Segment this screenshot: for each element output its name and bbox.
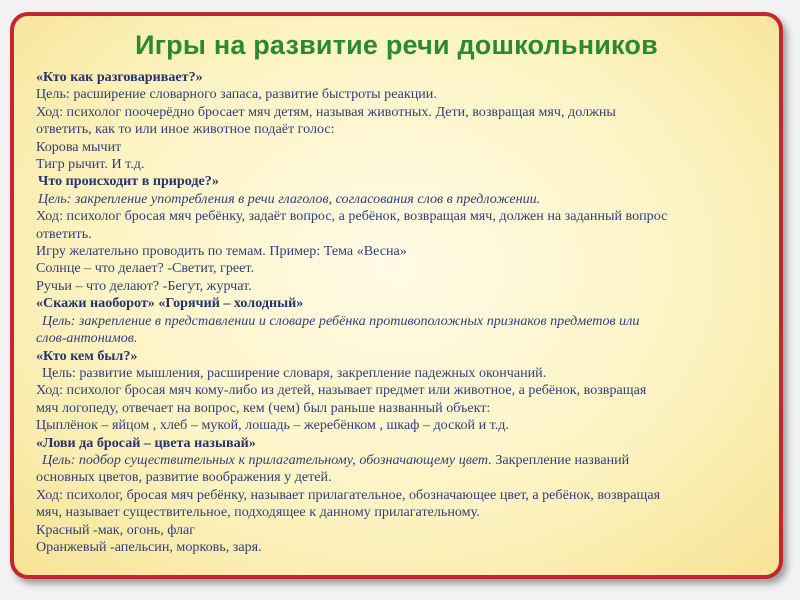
text-line: ответить. [36,225,92,242]
text-line: мяч логопеду, отвечает на вопрос, кем (чем) был раньше названный объект: [36,399,491,416]
text-line: Корова мычит [36,138,122,155]
text-line: Тигр рычит. И т.д. [36,156,145,173]
text-line: Красный -мак, огонь, флаг [36,521,196,538]
slide-content [36,69,776,556]
goal-italic: Цель: подбор существительных к прилагательному, обозначающему цвет. [42,451,492,468]
game-title-who-speaks: «Кто как разговаривает?» [36,69,203,85]
text-line: Цель: закрепление в представлении и словаре ребёнка противоположных признаков предметов или [42,312,640,329]
text-line: Ручьи – что делают? -Бегут, журчат. [36,277,252,294]
text-line: Ход: психолог бросая мяч кому-либо из детей, называет предмет или животное, а ребёнок, возвращая [36,382,647,399]
text-line: Ход: психолог, бросая мяч ребёнку, называет прилагательное, обозначающее цвет, а ребёнок, возвращая [36,486,661,503]
slide-title: Игры на развитие речи дошкольников [135,30,658,60]
text-line: основных цветов, развитие воображения у детей. [36,469,332,486]
text-line: ответить, как то или иное животное подаёт голос: [36,121,335,138]
text-line: Цель: развитие мышления, расширение словаря, закрепление падежных окончаний. [42,364,547,381]
text-line: Цель: расширение словарного запаса, развитие быстроты реакции. [36,86,437,103]
game-title-who-was: «Кто кем был?» [36,347,138,364]
text-line [36,452,776,469]
text-line: слов-антонимов. [36,330,138,347]
text-line: Солнце – что делает? -Светит, греет. [36,260,254,277]
game-title-colors: «Лови да бросай – цвета называй» [36,434,256,451]
text-line: Цыплёнок – яйцом , хлеб – мукой, лошадь – жеребёнком , шкаф – доской и т.д. [36,417,509,434]
text-line: мяч, называет существительное, подходящее к данному прилагательному. [36,504,480,521]
text-line: Игру желательно проводить по темам. Пример: Тема «Весна» [36,243,407,260]
text-line: Цель: закрепление употребления в речи глаголов, согласования слов в предложении. [38,190,541,207]
game-title-nature: Что происходит в природе?» [38,173,219,190]
goal-normal: Закрепление названий [491,451,630,468]
text-line: Оранжевый -апельсин, морковь, заря. [36,538,262,555]
game-title-opposites: «Скажи наоборот» «Горячий – холодный» [36,295,304,312]
text-line: Ход: психолог бросая мяч ребёнку, задаёт вопрос, а ребёнок, возвращая мяч, должен на заданный вопрос [36,208,668,225]
slide [10,12,783,579]
text-line: Ход: психолог поочерёдно бросает мяч детям, называя животных. Дети, возвращая мяч, должны [36,103,616,120]
